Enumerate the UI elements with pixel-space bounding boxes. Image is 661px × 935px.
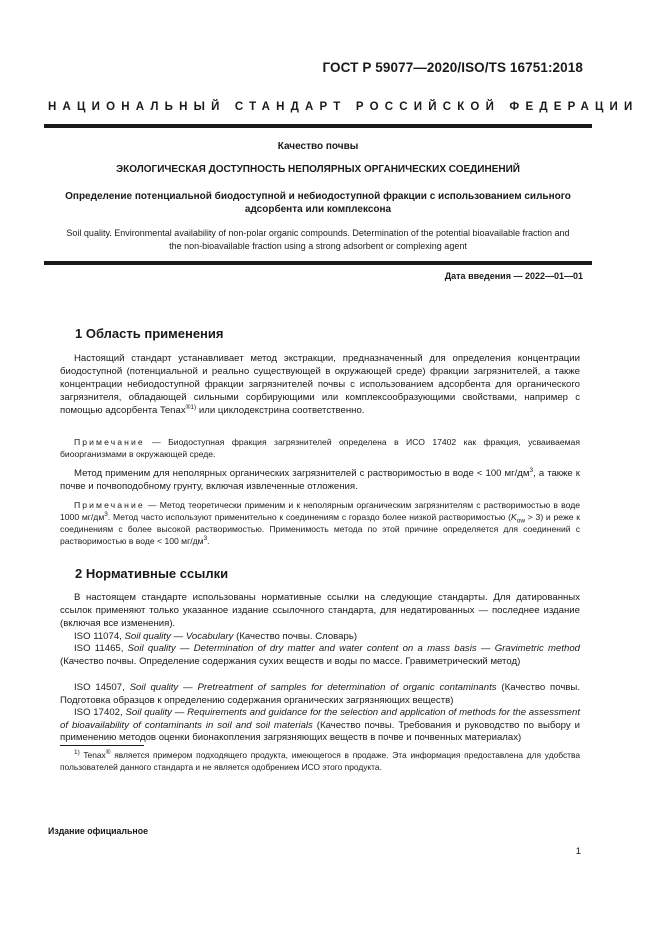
section-1-heading: 1 Область применения	[75, 326, 224, 341]
section-2-intro: В настоящем стандарте использованы нормативные ссылки на следующие стандарты. Для датированных ссылок применяют только указанное издание ссылочного стандарта, для недатированных — последнее издание (включая все изменения).	[60, 592, 580, 629]
national-standard-banner: НАЦИОНАЛЬНЫЙ СТАНДАРТ РОССИЙСКОЙ ФЕДЕРАЦИИ	[48, 101, 639, 113]
section-1-paragraph-1: Настоящий стандарт устанавливает метод экстракции, предназначенный для определения концентрации биодоступной (потенциальной и реально существующей в окружающей среде) фракции загрязнителей, а также концентрации небиодоступной фракции загрязнителей почвы с использованием адсорбента для органического загрязнителя, обладающей сильными сорбирующими или комплексообразующими свойствами, например с помощью адсорбента Tenax$^{®1)}$ или циклодекстрина соответственно.	[60, 353, 580, 416]
title-english: Soil quality. Environmental availability of non-polar organic compounds. Determination of the potential bioavailable fraction and the non-bioavailable fraction using a strong adsorbent or complexing agent	[66, 228, 570, 251]
title-category: Качество почвы	[277, 141, 359, 152]
section-1-note-2: Примечание — Метод теоретически применим и к неполярным органическим загрязнителям с растворимостью в воде 1000 $мг/дм^3$. Метод часто используют применительно к соединениям с гораздо более низкой растворимостью $(K_{ow} > 3)$ и реже к соединениям с более высокой растворимостью. Применимость метода по этой причине определяется для соединений с растворимостью в воде < 100 $мг/дм^3$.	[60, 500, 580, 546]
reference-item: ISO 14507, Soil quality — Pretreatment of samples for determination of organic contaminants (Качество почвы. Подготовка образцов к определению содержания органических загрязняющих веществ)	[60, 682, 580, 706]
reference-item: ISO 11074, Soil quality — Vocabulary (Качество почвы. Словарь)	[74, 631, 358, 642]
title-subtitle: Определение потенциальной биодоступной и небиодоступной фракции с использованием сильного адсорбента или комплексона	[65, 191, 571, 215]
page-number: 1	[575, 846, 581, 857]
section-2-heading: 2 Нормативные ссылки	[75, 566, 229, 581]
reference-item: ISO 17402, Soil quality — Requirements and guidance for the selection and application of methods for the assessment of bioavailability of contaminants in soil and soil materials (Качество почвы. Требования и руководство по выбору и применению методов оценки бионакопления загрязняющих веществ в почве и почвенных материалах)	[60, 707, 580, 743]
reference-item: ISO 11465, Soil quality — Determination of dry matter and water content on a mass basis — Gravimetric method (Качество почвы. Определение содержания сухих веществ и воды по массе. Гравиметрический метод)	[60, 643, 580, 667]
introduction-date: Дата введения — 2022—01—01	[444, 271, 583, 281]
official-edition-label: Издание официальное	[48, 826, 148, 836]
top-rule	[44, 124, 592, 128]
section-1-paragraph-2: Метод применим для неполярных органических загрязнителей с растворимостью в воде < 100 $мг/дм^3$, а также к почве и почвоподобному грунту, включая извлеченные отложения.	[60, 466, 580, 492]
document-code: ГОСТ Р 59077—2020/ISO/TS 16751:2018	[322, 60, 583, 75]
title-main: ЭКОЛОГИЧЕСКАЯ ДОСТУПНОСТЬ НЕПОЛЯРНЫХ ОРГАНИЧЕСКИХ СОЕДИНЕНИЙ	[116, 164, 520, 175]
footnote: $^{1)}$ Tenax® является примером подходящего продукта, имеющегося в продаже. Эта информация предоставлена для удобства пользователей данного стандарта и не является одобрением ИСО этого продукта.	[60, 749, 580, 772]
section-1-note-1: Примечание — Биодоступная фракция загрязнителей определена в ИСО 17402 как фракция, усваиваемая биоорганизмами в окружающей среде.	[60, 437, 580, 459]
footnote-rule	[60, 745, 144, 746]
bottom-rule	[44, 261, 592, 265]
